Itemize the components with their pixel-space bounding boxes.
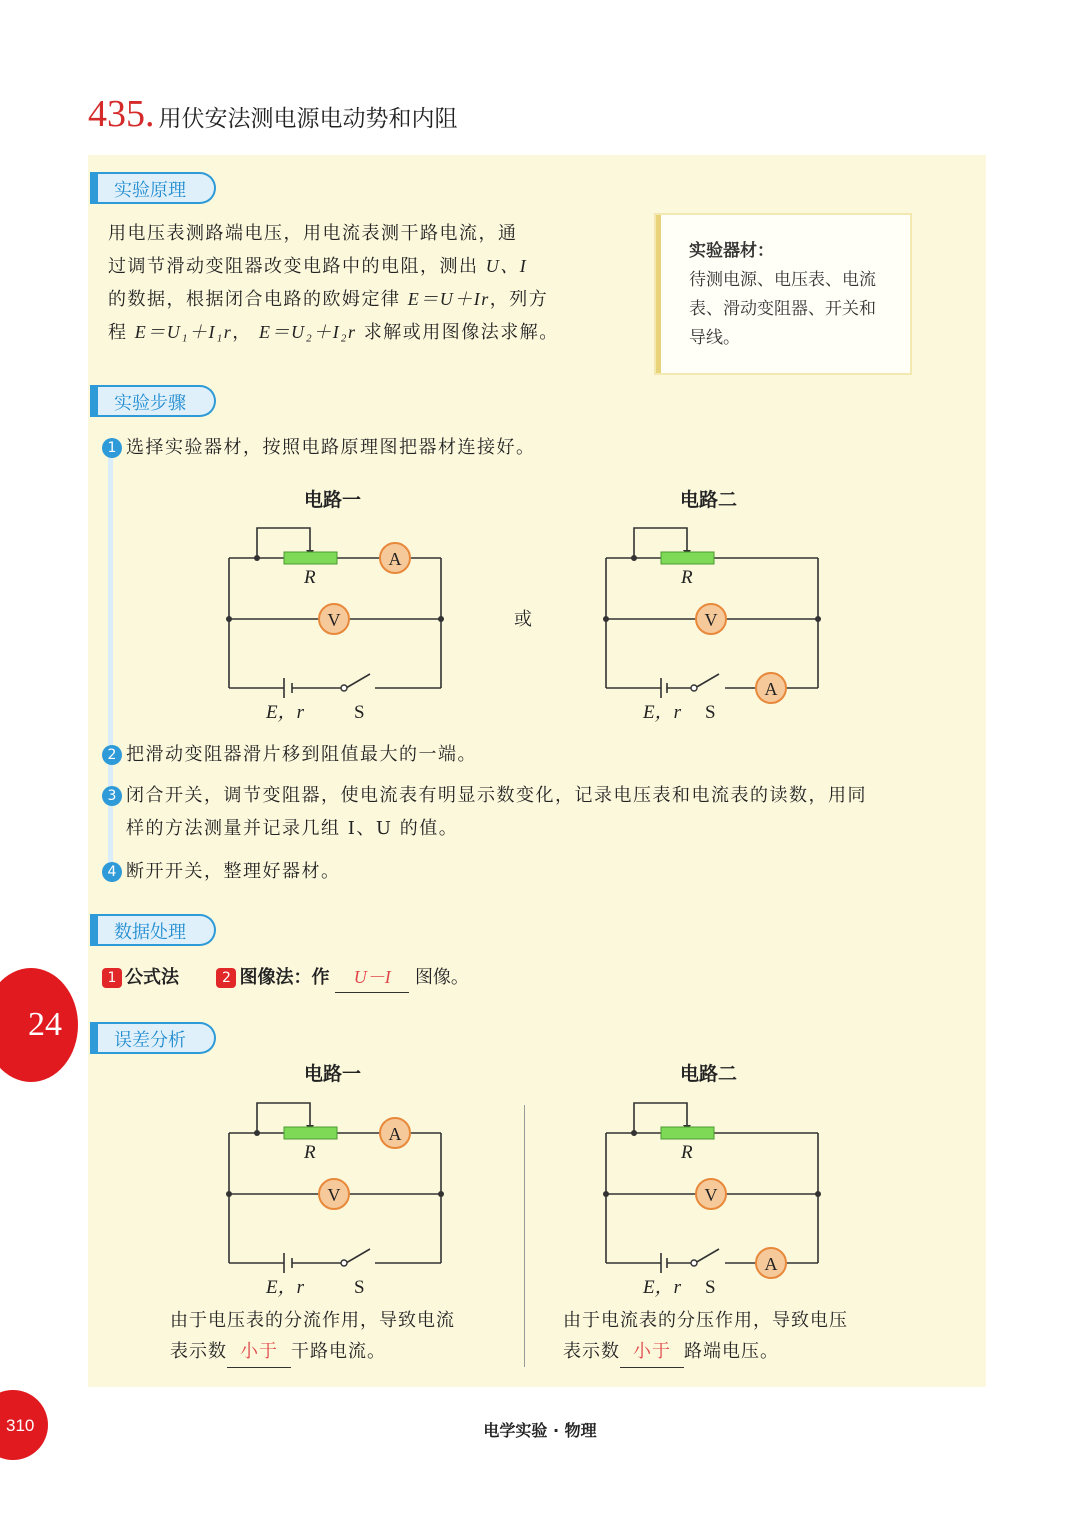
resistor-1 xyxy=(284,552,337,564)
method-1-badge: 1 xyxy=(102,968,122,988)
circuit-diagram-1 xyxy=(220,520,450,730)
section-tab-error: 误差分析 xyxy=(90,1022,216,1054)
error-circuit-2-title: 电路二 xyxy=(680,1063,738,1085)
step-4-badge: 4 xyxy=(102,862,122,882)
data-methods: 1 公式法 2 图像法：作 U－I 图像。 xyxy=(102,962,469,993)
section-tab-principle: 实验原理 xyxy=(90,172,216,204)
svg-text:V: V xyxy=(327,610,341,630)
equipment-box: 实验器材： 待测电源、电压表、电流 表、滑动变阻器、开关和 导线。 xyxy=(656,215,910,373)
svg-text:A: A xyxy=(764,1254,778,1274)
method-2-badge: 2 xyxy=(216,968,236,988)
or-label: 或 xyxy=(514,609,532,630)
resistor-2 xyxy=(661,552,714,564)
svg-text:R: R xyxy=(681,567,693,588)
svg-text:E，r: E，r xyxy=(266,702,305,723)
step-2: 2 把滑动变阻器滑片移到阻值最大的一端。 xyxy=(102,738,477,771)
svg-text:V: V xyxy=(704,610,718,630)
svg-text:S: S xyxy=(705,702,716,723)
circuit-diagram-2 xyxy=(597,520,827,730)
svg-text:V: V xyxy=(327,1185,341,1205)
error-caption-1: 由于电压表的分流作用，导致电流 表示数 小于 干路电流。 xyxy=(170,1305,510,1368)
circuit-1-title: 电路一 xyxy=(304,489,362,511)
error-circuit-diagram-2 xyxy=(597,1095,827,1305)
svg-text:E，r: E，r xyxy=(643,702,682,723)
principle-paragraph: 用电压表测路端电压，用电流表测干路电流，通 过调节滑动变阻器改变电路中的电阻，测出 U、I 的数据，根据闭合电路的欧姆定律 E＝U＋Ir，列方 程 E＝U₁＋I₁r， E＝U₂＋I₂r 求解或用图像法求解。 xyxy=(108,223,559,343)
svg-text:A: A xyxy=(388,549,402,569)
step-2-badge: 2 xyxy=(102,745,122,765)
error-answer-2: 小于 xyxy=(620,1336,684,1368)
graph-answer: U－I xyxy=(335,962,409,993)
svg-text:S: S xyxy=(354,702,365,723)
column-divider xyxy=(524,1105,525,1367)
step-1-badge: 1 xyxy=(102,438,122,458)
svg-text:R: R xyxy=(304,1142,316,1163)
method-1-label: 公式法 xyxy=(125,967,179,988)
svg-text:A: A xyxy=(764,679,778,699)
step-3: 3 闭合开关，调节变阻器，使电流表有明显示数变化，记录电压表和电流表的读数，用同 样的方法测量并记录几组 I、U 的值。 xyxy=(102,779,972,845)
svg-text:R: R xyxy=(304,567,316,588)
section-tab-data: 数据处理 xyxy=(90,914,216,946)
title-number: 435. xyxy=(88,93,155,135)
svg-text:V: V xyxy=(704,1185,718,1205)
step-3-badge: 3 xyxy=(102,786,122,806)
error-circuit-1-title: 电路一 xyxy=(304,1063,362,1085)
method-2-label: 图像法：作 xyxy=(239,967,330,988)
svg-text:A: A xyxy=(388,1124,402,1144)
chapter-badge: 24 xyxy=(0,968,78,1082)
title-text: 用伏安法测电源电动势和内阻 xyxy=(158,106,458,132)
svg-text:S: S xyxy=(354,1277,365,1298)
page-title xyxy=(88,92,458,142)
svg-text:E，r: E，r xyxy=(643,1277,682,1298)
circuit-2-title: 电路二 xyxy=(680,489,738,511)
step-1: 1 选择实验器材，按照电路原理图把器材连接好。 xyxy=(102,431,536,464)
error-circuit-diagram-1 xyxy=(220,1095,450,1305)
equipment-heading: 实验器材： xyxy=(689,241,774,261)
error-caption-2: 由于电流表的分压作用，导致电压 表示数 小于 路端电压。 xyxy=(563,1305,903,1368)
svg-text:S: S xyxy=(705,1277,716,1298)
page-number-badge: 310 xyxy=(0,1390,48,1460)
svg-text:E，r: E，r xyxy=(266,1277,305,1298)
page-footer: 电学实验 · 物理 xyxy=(483,1421,597,1440)
step-4: 4 断开开关，整理好器材。 xyxy=(102,855,341,888)
svg-text:R: R xyxy=(681,1142,693,1163)
section-tab-steps: 实验步骤 xyxy=(90,385,216,417)
error-answer-1: 小于 xyxy=(227,1336,291,1368)
